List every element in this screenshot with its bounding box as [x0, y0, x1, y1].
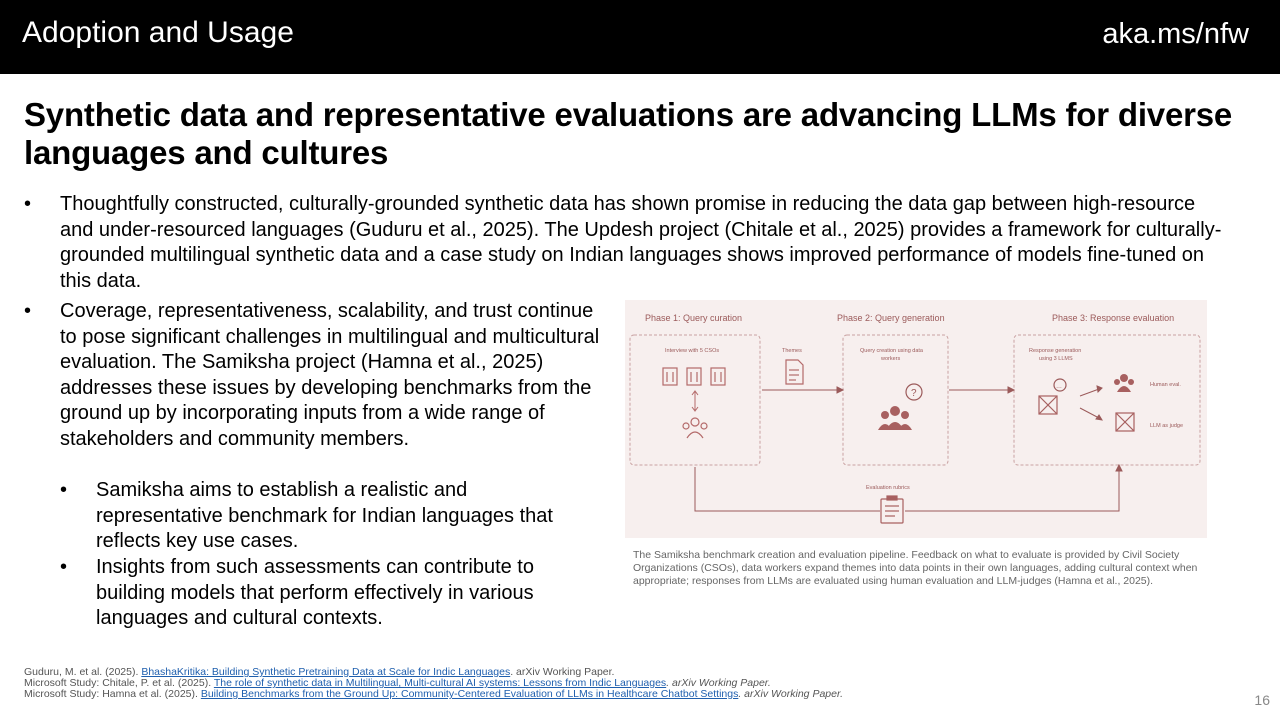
bullet-text: Coverage, representativeness, scalability, and trust continue to pose significant challenges in multilingual and multicultural evaluation. The Samiksha project (Hamna et al., 2025) addresses these issues by developing benchmarks from the ground up by incorporating inputs from a wide range of stakeholders and community members. — [60, 300, 600, 450]
llm-judge-icon — [1116, 413, 1134, 431]
interview-label: Interview with 5 CSOs — [665, 348, 720, 354]
phase3-box — [1014, 335, 1200, 465]
phase2-box — [843, 335, 948, 465]
reference-item: Microsoft Study: Chitale, P. et al. (2025). The role of synthetic data in Multilingual, Multi-cultural AI systems: Lessons from Indic Languages. arXiv Working Paper. — [24, 677, 771, 689]
themes-label: Themes — [782, 348, 802, 354]
figure-caption: The Samiksha benchmark creation and evaluation pipeline. Feedback on what to evaluate is provided by Civil Society Organizations (CSOs), data workers expand themes into data points in their own languages, adding cultural context when appropriate; responses from LLMs are evaluated using human evaluation and LLM-judges (Hamna et al., 2025). — [633, 549, 1198, 587]
bullet-text: Thoughtfully constructed, culturally-grounded synthetic data has shown promise in reducing the data gap between high-resource and under-resourced languages (Guduru et al., 2025). The Updesh project (Chitale et al., 2025) provides a framework for culturally-grounded multilingual synthetic data and a case study on Indian languages shows improved performance of models fine-tuned on this data. — [60, 193, 1222, 292]
query-creation-label-2: workers — [881, 356, 901, 362]
phase2-label: Phase 2: Query generation — [837, 313, 945, 323]
human-eval-label: Human eval. — [1150, 382, 1181, 388]
chat-icon — [1054, 379, 1066, 391]
reference-link[interactable]: Building Benchmarks from the Ground Up: Community-Centered Evaluation of LLMs in Healthcare Chatbot Settings — [200, 688, 739, 700]
bullet-marker: • — [24, 193, 32, 215]
up-down-arrow-icon — [692, 391, 698, 411]
reference-item: Microsoft Study: Hamna et al. (2025). Building Benchmarks from the Ground Up: Community-Centered Evaluation of LLMs in Healthcare Chatbot Settings. arXiv Working Paper. — [24, 688, 843, 700]
phase1-label: Phase 1: Query curation — [645, 313, 743, 323]
human-eval-icon — [1114, 374, 1134, 392]
arrow-to-phase2 — [762, 387, 843, 393]
llm-judge-label: LLM as judge — [1150, 423, 1184, 429]
slide-headline: Synthetic data and representative evaluations are advancing LLMs for diverse languages and cultures — [24, 96, 1233, 171]
header-link[interactable]: aka.ms/nfw — [1102, 18, 1249, 50]
response-gen-label: Response generation — [1029, 348, 1082, 354]
pipeline-diagram — [625, 300, 1207, 538]
people-outline-icon — [683, 418, 707, 438]
query-creation-label: Query creation using data — [860, 348, 923, 354]
clipboard-icon — [881, 496, 903, 523]
reference-link[interactable]: BhashaKritika: Building Synthetic Pretraining Data at Scale for Indic Languages — [141, 666, 511, 678]
svg-text:?: ? — [911, 388, 917, 399]
references — [24, 667, 1224, 700]
bullet-text: Samiksha aims to establish a realistic and representative benchmark for Indian languages that reflects key use cases. — [96, 479, 553, 552]
page-number: 16 — [1254, 692, 1270, 708]
reference-item: Guduru, M. et al. (2025). BhashaKritika: Building Synthetic Pretraining Data at Scale for Indic Languages. arXiv Working Paper. — [24, 666, 615, 678]
reference-link[interactable]: The role of synthetic data in Multilingual, Multi-cultural AI systems: Lessons from Indic Languages — [213, 677, 667, 689]
response-gen-label-2: using 3 LLMS — [1039, 356, 1073, 362]
people-filled-icon — [878, 406, 912, 430]
question-icon — [906, 384, 922, 400]
document-icon — [786, 360, 803, 384]
arrow-to-phase3 — [949, 387, 1014, 393]
bullet-marker: • — [60, 556, 68, 578]
llm-network-icon — [1039, 396, 1057, 414]
eval-arrows — [1080, 386, 1102, 420]
rubrics-label: Evaluation rubrics — [866, 485, 910, 491]
building-icon — [663, 368, 725, 385]
svg-text:…: … — [1056, 384, 1062, 390]
header-bar — [0, 0, 1280, 74]
pipeline-figure — [625, 300, 1207, 538]
bullet-text: Insights from such assessments can contribute to building models that perform effectively in various languages and cultural contexts. — [96, 556, 534, 629]
phase3-label: Phase 3: Response evaluation — [1052, 313, 1175, 323]
bullet-marker: • — [24, 300, 32, 322]
bullet-marker: • — [60, 479, 68, 501]
section-title: Adoption and Usage — [22, 16, 294, 49]
